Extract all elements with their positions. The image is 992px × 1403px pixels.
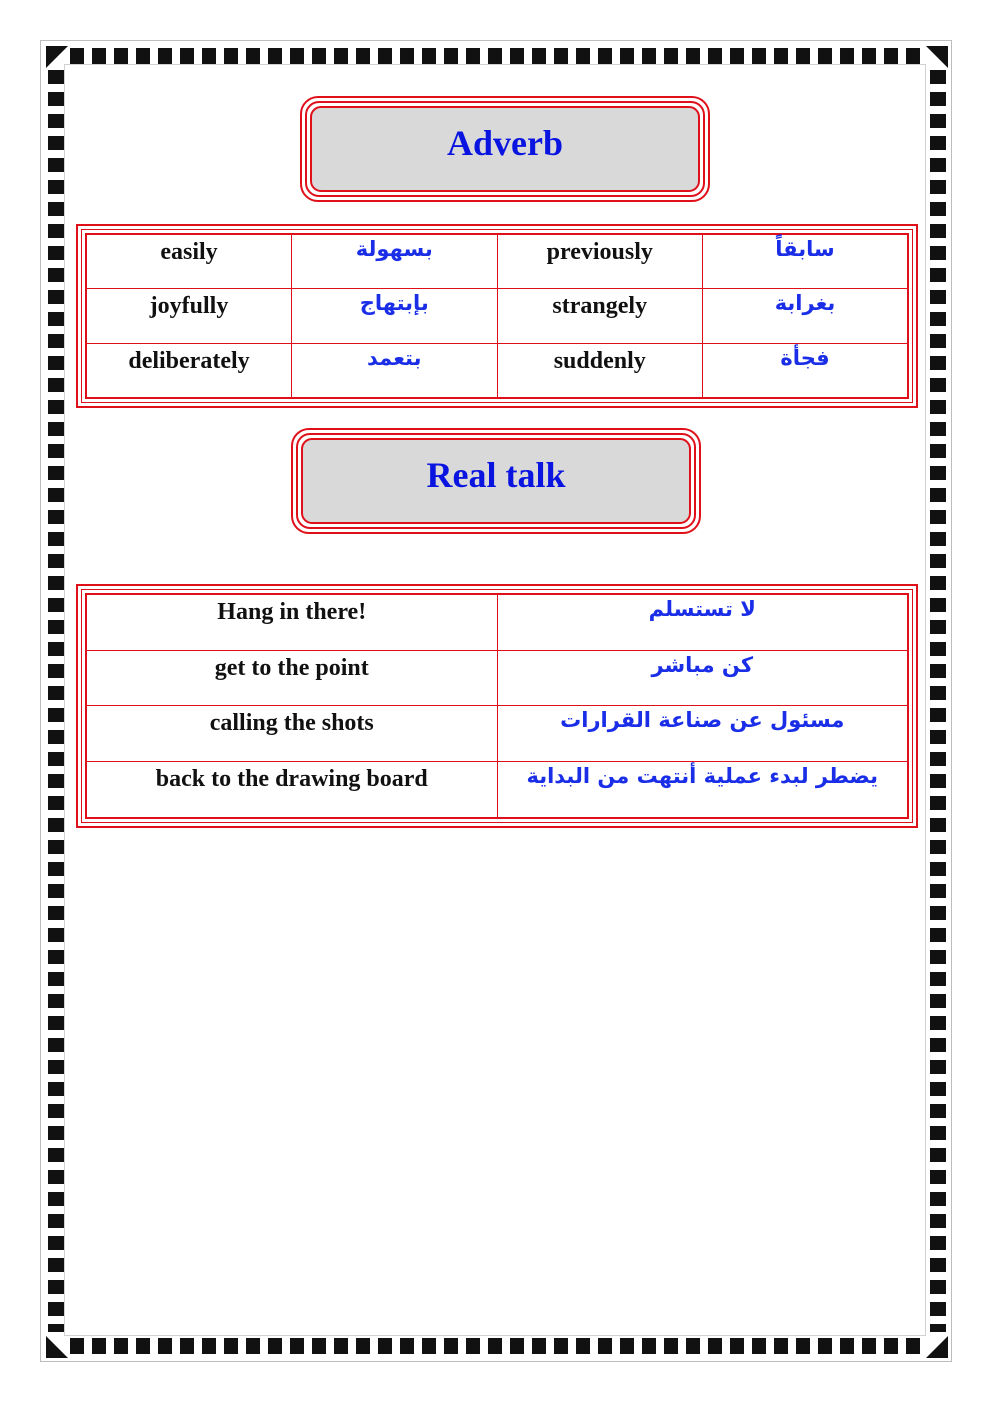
word-english: strangely: [552, 293, 648, 320]
phrase-english: back to the drawing board: [155, 766, 428, 793]
adverb-title-box: [300, 96, 710, 202]
table-row: [86, 706, 908, 762]
phrase-arabic: مسئول عن صناعة القرارات: [560, 708, 845, 733]
table-row: [86, 234, 908, 289]
border-left-dashes: [48, 70, 64, 1332]
word-english: deliberately: [128, 347, 250, 374]
adverb-title: Adverb: [447, 123, 563, 163]
word-arabic: بغرابة: [774, 291, 836, 316]
table-row: [86, 762, 908, 818]
border-bottom-dashes: [70, 1338, 922, 1354]
adverb-table: [76, 224, 918, 408]
phrase-english: calling the shots: [209, 710, 374, 737]
word-arabic: سابقاً: [775, 237, 835, 261]
real-talk-table: [76, 584, 918, 828]
word-english: joyfully: [149, 293, 229, 320]
word-english: previously: [546, 239, 653, 265]
word-arabic: بسهولة: [355, 237, 433, 261]
phrase-arabic: لا تستسلم: [648, 597, 756, 621]
table-row: [86, 343, 908, 398]
phrase-english: get to the point: [214, 654, 369, 681]
table-row: [86, 650, 908, 706]
word-arabic: بتعمد: [366, 345, 422, 370]
word-english: easily: [160, 239, 218, 265]
corner-top-right: [926, 46, 948, 68]
phrase-arabic: كن مباشر: [651, 652, 754, 677]
corner-bottom-right: [926, 1336, 948, 1358]
corner-bottom-left: [46, 1336, 68, 1358]
table-row: [86, 289, 908, 343]
phrase-english: Hang in there!: [217, 599, 367, 625]
word-arabic: بإبتهاج: [359, 291, 429, 316]
real-talk-title: Real talk: [426, 455, 566, 495]
real-talk-title-box: [291, 428, 701, 534]
border-right-dashes: [930, 70, 946, 1332]
table-row: [86, 594, 908, 650]
border-top-dashes: [70, 48, 922, 64]
word-arabic: فجأة: [780, 345, 830, 370]
word-english: suddenly: [553, 347, 646, 374]
phrase-arabic: يضطر لبدء عملية أنتهت من البداية: [526, 764, 879, 789]
